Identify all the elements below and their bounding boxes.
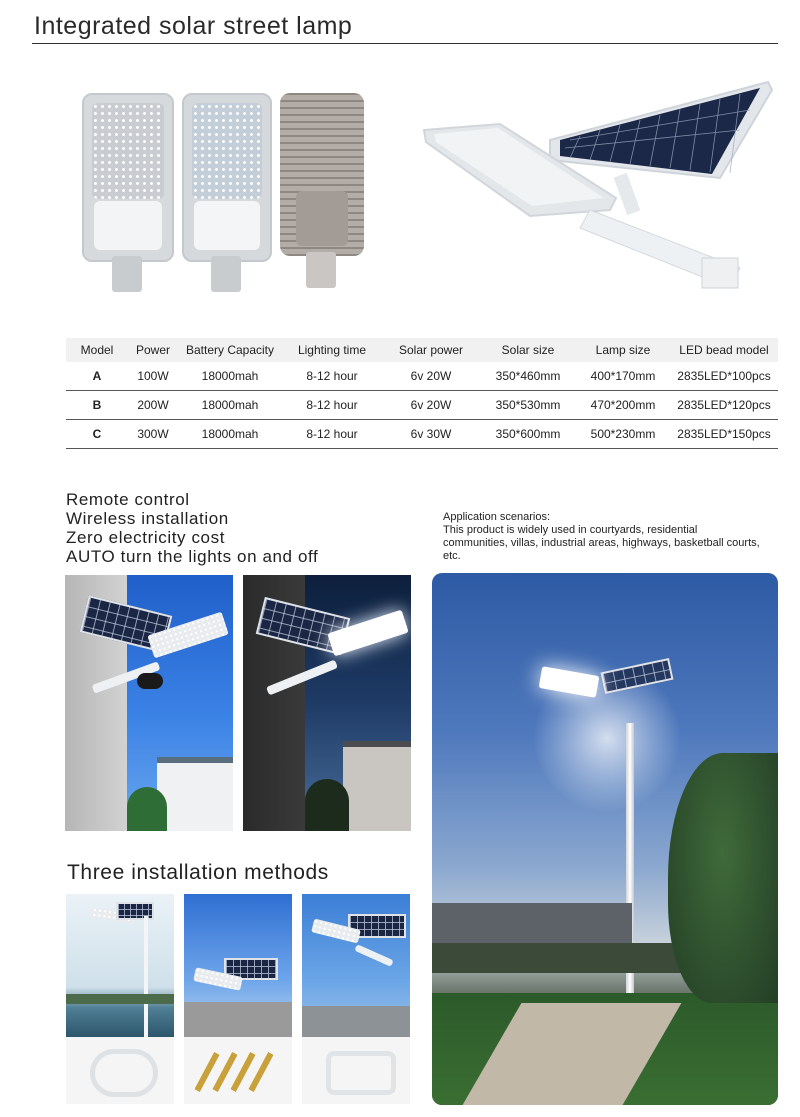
cell-solar-size: 350*530mm <box>480 391 576 420</box>
col-lighting-time: Lighting time <box>282 338 382 362</box>
cell-solar-power: 6v 20W <box>382 362 480 391</box>
cell-solar-size: 350*600mm <box>480 420 576 449</box>
cell-led-bead: 2835LED*120pcs <box>670 391 778 420</box>
install-bolts-accessory <box>184 1037 292 1104</box>
cell-battery: 18000mah <box>178 362 282 391</box>
install-method-wall-bracket <box>302 894 410 1037</box>
cell-model: B <box>66 391 128 420</box>
feature-item: Wireless installation <box>66 509 229 528</box>
cell-power: 200W <box>128 391 178 420</box>
title-divider <box>32 43 778 44</box>
table-row <box>66 362 778 391</box>
col-battery: Battery Capacity <box>178 338 282 362</box>
install-method-wall-bolt <box>184 894 292 1037</box>
col-led-bead: LED bead model <box>670 338 778 362</box>
cell-battery: 18000mah <box>178 420 282 449</box>
feature-list <box>66 490 318 566</box>
application-heading: Application scenarios: <box>443 511 551 523</box>
table-header-row <box>66 338 778 362</box>
cell-lamp-size: 500*230mm <box>576 420 670 449</box>
cell-model: C <box>66 420 128 449</box>
col-lamp-size: Lamp size <box>576 338 670 362</box>
cell-lamp-size: 400*170mm <box>576 362 670 391</box>
col-model: Model <box>66 338 128 362</box>
application-scene-photo <box>432 573 778 1105</box>
application-body: This product is widely used in courtyards, residential communities, villas, industrial areas, highways, basketball courts, etc. <box>443 524 760 562</box>
feature-item: AUTO turn the lights on and off <box>66 547 319 566</box>
cell-lamp-size: 470*200mm <box>576 391 670 420</box>
cell-led-bead: 2835LED*150pcs <box>670 420 778 449</box>
install-method-pole-clamp <box>66 894 174 1037</box>
installation-title: Three installation methods <box>67 861 329 884</box>
cell-solar-power: 6v 30W <box>382 420 480 449</box>
cell-power: 300W <box>128 420 178 449</box>
table-row <box>66 420 778 449</box>
lamp-neck-1 <box>112 256 142 292</box>
lamp-neck-2 <box>211 256 241 292</box>
feature-item: Zero electricity cost <box>66 528 226 547</box>
cell-lighting-time: 8-12 hour <box>282 420 382 449</box>
nighttime-install-photo <box>243 575 411 831</box>
cell-model: A <box>66 362 128 391</box>
solar-lamp-illustration <box>420 78 780 298</box>
lamp-head-white-1 <box>82 93 174 262</box>
spec-table <box>66 338 778 449</box>
lamp-neck-3 <box>306 252 336 288</box>
cell-lighting-time: 8-12 hour <box>282 362 382 391</box>
daytime-install-photo <box>65 575 233 831</box>
cell-solar-size: 350*460mm <box>480 362 576 391</box>
install-bracket-accessory <box>302 1037 410 1104</box>
cell-led-bead: 2835LED*100pcs <box>670 362 778 391</box>
col-solar-size: Solar size <box>480 338 576 362</box>
cell-power: 100W <box>128 362 178 391</box>
lamp-head-gray-back <box>280 93 364 256</box>
lamp-head-white-2 <box>182 93 272 262</box>
cell-solar-power: 6v 20W <box>382 391 480 420</box>
col-power: Power <box>128 338 178 362</box>
install-clamp-accessory <box>66 1037 174 1104</box>
feature-item: Remote control <box>66 490 190 509</box>
cell-battery: 18000mah <box>178 391 282 420</box>
table-row <box>66 391 778 420</box>
col-solar-power: Solar power <box>382 338 480 362</box>
page-title: Integrated solar street lamp <box>34 12 353 40</box>
cell-lighting-time: 8-12 hour <box>282 391 382 420</box>
application-scenarios <box>443 511 763 563</box>
